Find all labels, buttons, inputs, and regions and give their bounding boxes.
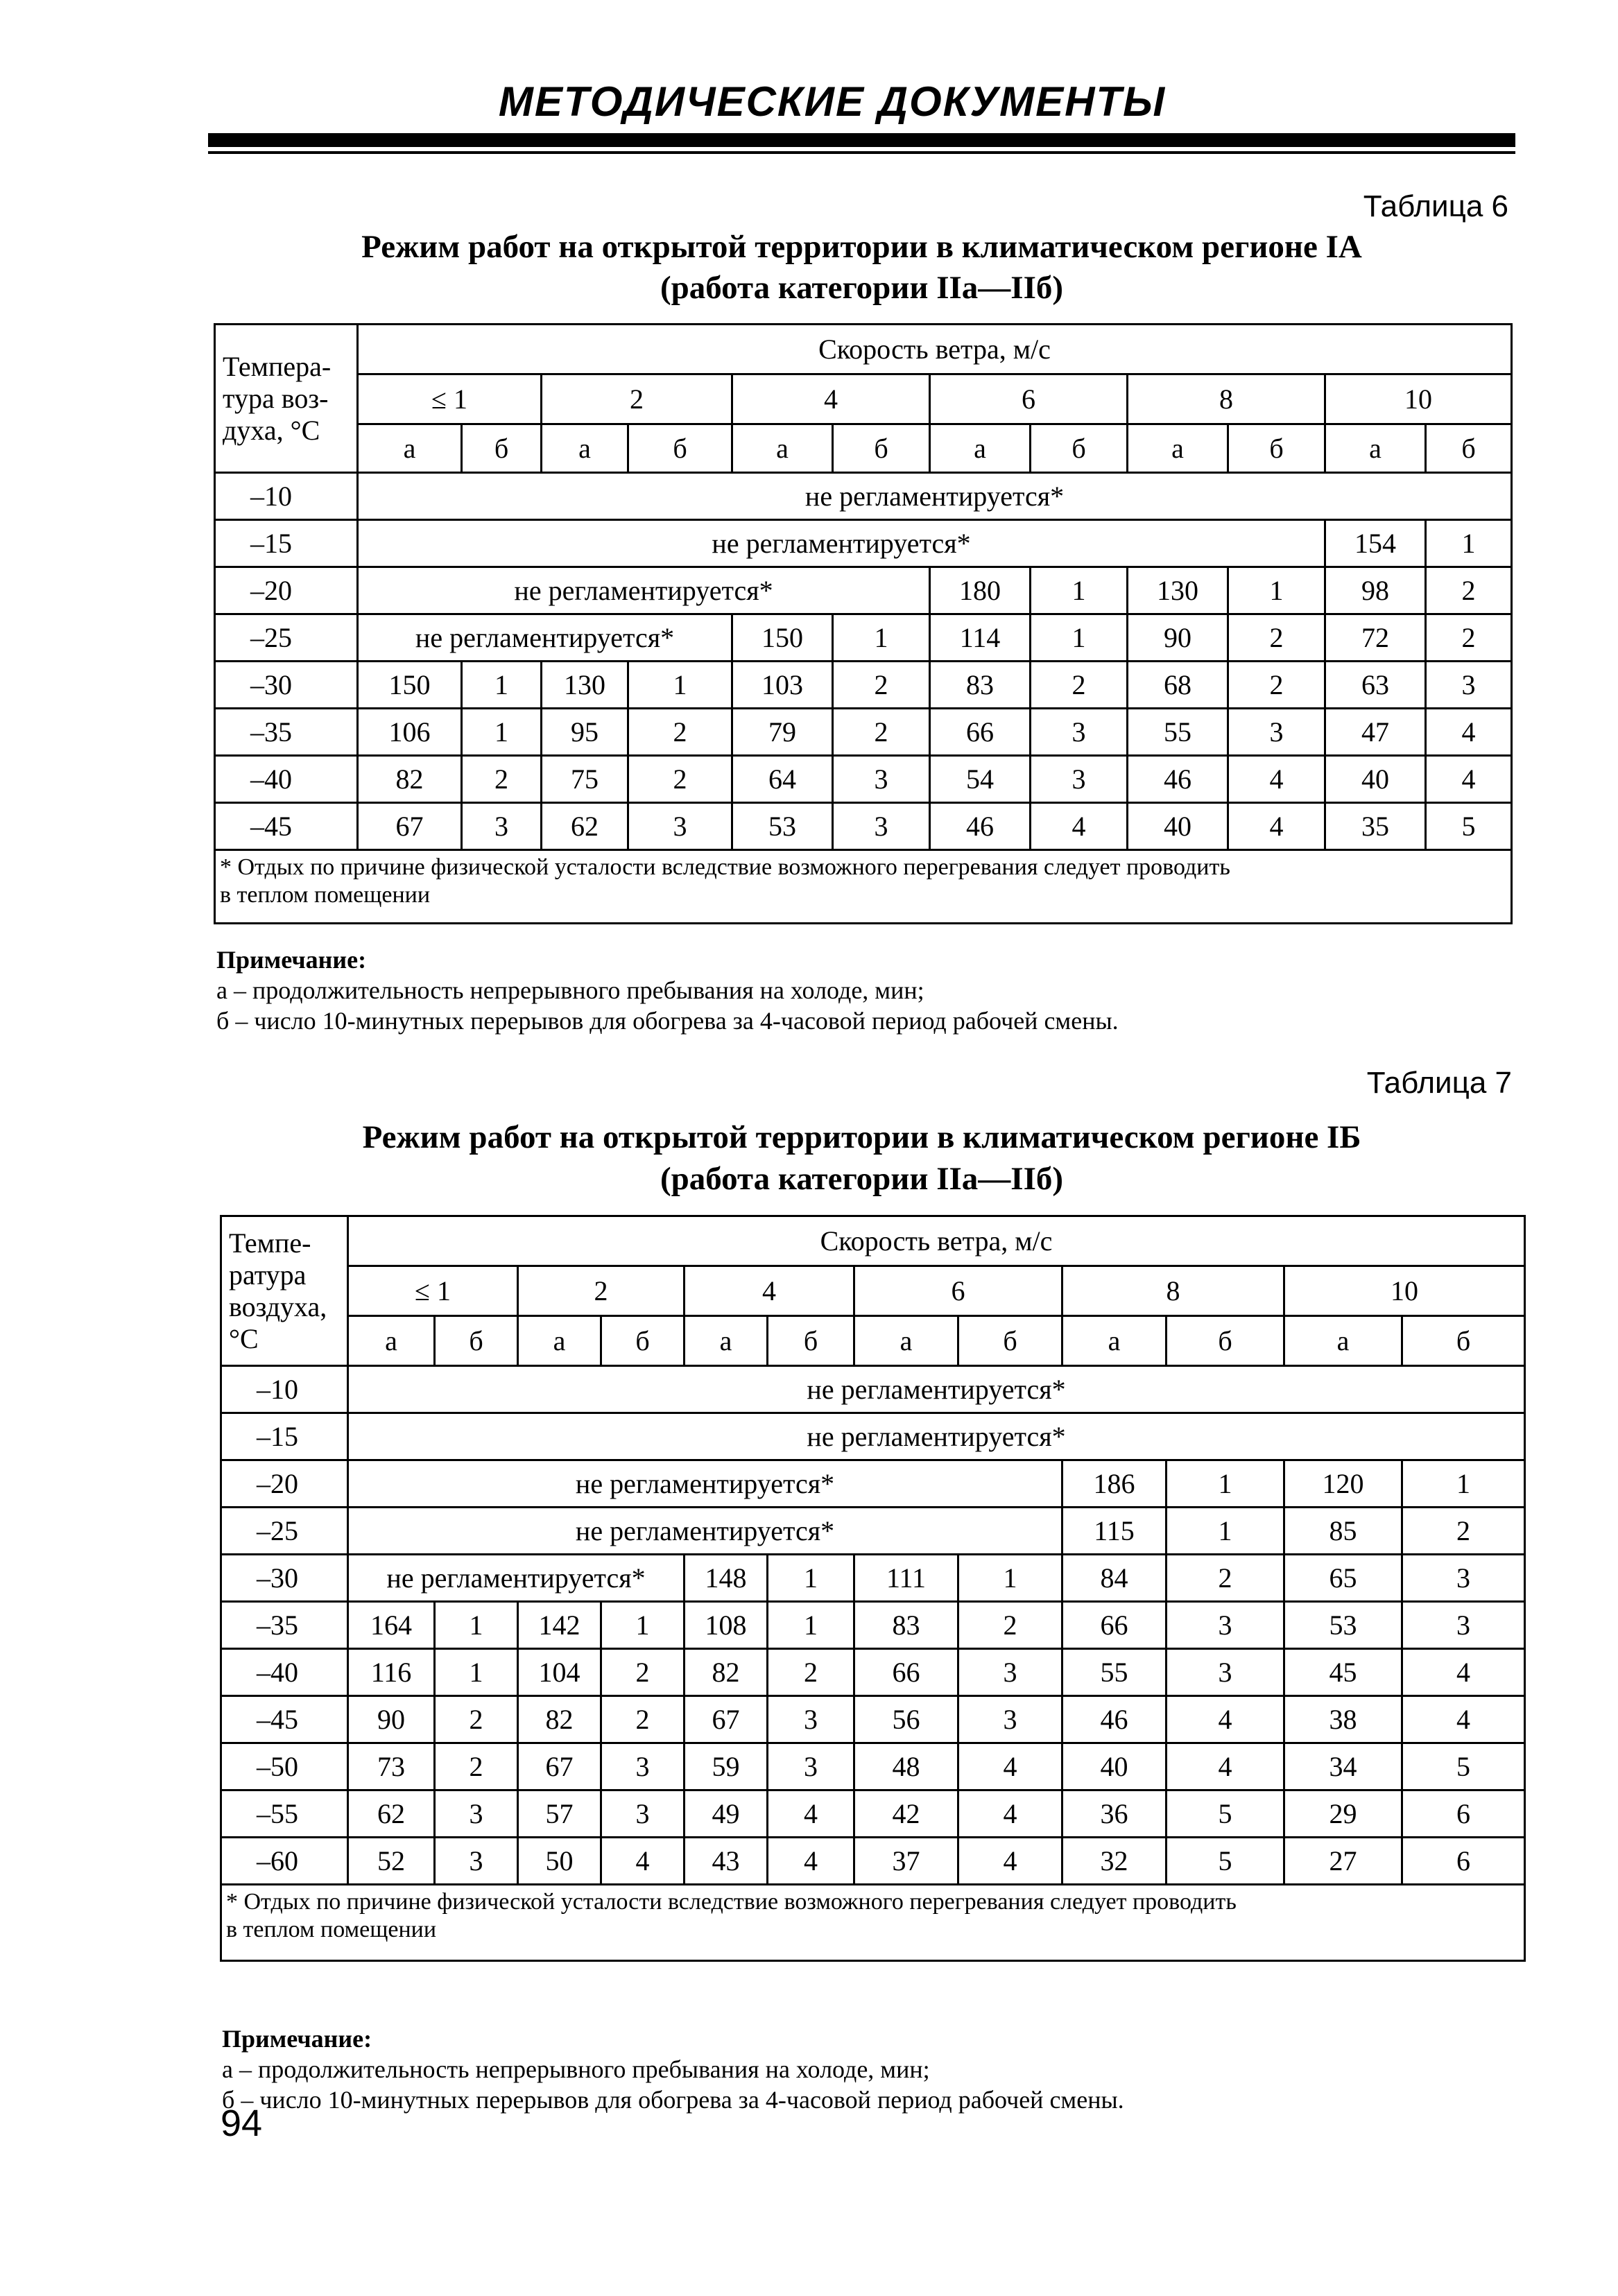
value-cell: 1 (768, 1602, 854, 1649)
value-cell: 3 (833, 803, 930, 850)
not-regulated-cell: не регламентируется* (348, 1555, 685, 1602)
t6-subcolumn-header: а (358, 424, 462, 473)
table7 (220, 1215, 1526, 1962)
t6-subcolumn-header: а (542, 424, 628, 473)
table-row (221, 1555, 1525, 1602)
table-row (215, 662, 1512, 709)
temperature-cell: –45 (215, 803, 358, 850)
table6-footnote (215, 850, 1512, 924)
t6-speed-header: 8 (1128, 374, 1325, 424)
value-cell: 1 (958, 1555, 1062, 1602)
t7-speed-header: ≤ 1 (348, 1266, 518, 1316)
value-cell: 2 (1426, 567, 1512, 614)
temperature-cell: –10 (215, 473, 358, 520)
value-cell: 5 (1167, 1838, 1284, 1885)
table6-temp-header: Темпера-тура воз-духа, °С (215, 325, 358, 473)
temperature-cell: –30 (215, 662, 358, 709)
value-cell: 46 (1128, 756, 1228, 803)
value-cell: 56 (854, 1696, 958, 1743)
table-row (221, 1508, 1525, 1555)
value-cell: 3 (1228, 709, 1325, 756)
not-regulated-cell: не регламентируется* (358, 473, 1512, 520)
table-row (215, 709, 1512, 756)
value-cell: 52 (348, 1838, 435, 1885)
t7-speed-header: 8 (1062, 1266, 1284, 1316)
value-cell: 2 (1228, 662, 1325, 709)
value-cell: 103 (732, 662, 833, 709)
value-cell: 3 (1167, 1602, 1284, 1649)
value-cell: 3 (768, 1696, 854, 1743)
value-cell: 6 (1402, 1790, 1525, 1838)
t6-subcolumn-header: а (930, 424, 1031, 473)
value-cell: 82 (518, 1696, 601, 1743)
value-cell: 4 (958, 1838, 1062, 1885)
value-cell: 3 (1402, 1555, 1525, 1602)
table-row (221, 1460, 1525, 1508)
value-cell: 2 (1402, 1508, 1525, 1555)
t6-subcolumn-header: а (1325, 424, 1426, 473)
t6-speed-header: 10 (1325, 374, 1512, 424)
t7-subcolumn-header: б (768, 1316, 854, 1366)
temperature-cell: –15 (215, 520, 358, 567)
running-header: МЕТОДИЧЕСКИЕ ДОКУМЕНТЫ (498, 78, 1167, 125)
value-cell: 2 (1031, 662, 1128, 709)
table-row (215, 756, 1512, 803)
value-cell: 40 (1325, 756, 1426, 803)
table6-note-head: Примечание: (216, 946, 367, 974)
value-cell: 53 (1284, 1602, 1402, 1649)
value-cell: 3 (435, 1838, 518, 1885)
table-row (221, 1649, 1525, 1696)
t7-speed-header: 4 (685, 1266, 854, 1316)
value-cell: 66 (1062, 1602, 1167, 1649)
value-cell: 2 (768, 1649, 854, 1696)
value-cell: 116 (348, 1649, 435, 1696)
value-cell: 3 (1031, 756, 1128, 803)
value-cell: 46 (930, 803, 1031, 850)
value-cell: 67 (518, 1743, 601, 1790)
value-cell: 1 (1031, 567, 1128, 614)
t6-speed-header: ≤ 1 (358, 374, 542, 424)
value-cell: 82 (358, 756, 462, 803)
value-cell: 72 (1325, 614, 1426, 662)
value-cell: 59 (685, 1743, 768, 1790)
value-cell: 2 (958, 1602, 1062, 1649)
value-cell: 3 (958, 1696, 1062, 1743)
value-cell: 2 (435, 1696, 518, 1743)
value-cell: 66 (854, 1649, 958, 1696)
value-cell: 1 (435, 1649, 518, 1696)
value-cell: 85 (1284, 1508, 1402, 1555)
table-row (215, 803, 1512, 850)
value-cell: 150 (358, 662, 462, 709)
value-cell: 1 (435, 1602, 518, 1649)
table-row (221, 1743, 1525, 1790)
value-cell: 104 (518, 1649, 601, 1696)
value-cell: 2 (833, 662, 930, 709)
value-cell: 130 (542, 662, 628, 709)
table7-footnote-line2: в теплом помещении (226, 1917, 437, 1942)
temperature-cell: –45 (221, 1696, 348, 1743)
t6-subcolumn-header: а (1128, 424, 1228, 473)
value-cell: 1 (768, 1555, 854, 1602)
value-cell: 83 (930, 662, 1031, 709)
t6-subcolumn-header: б (628, 424, 732, 473)
value-cell: 4 (768, 1790, 854, 1838)
table6-note-b: б – число 10-минутных перерывов для обогрева за 4-часовой период рабочей смены. (216, 1007, 1119, 1035)
table-row (221, 1413, 1525, 1460)
table7-title-line1: Режим работ на открытой территории в климатическом регионе IБ (362, 1119, 1361, 1155)
table-row (215, 567, 1512, 614)
value-cell: 67 (358, 803, 462, 850)
table6-note (216, 944, 1119, 1036)
value-cell: 4 (1426, 709, 1512, 756)
value-cell: 4 (958, 1790, 1062, 1838)
table6-note-a: а – продолжительность непрерывного пребывания на холоде, мин; (216, 976, 924, 1004)
value-cell: 106 (358, 709, 462, 756)
table-row (215, 473, 1512, 520)
table-row (221, 1602, 1525, 1649)
temperature-cell: –50 (221, 1743, 348, 1790)
table6-label: Таблица 6 (1363, 189, 1508, 223)
table6-title-line2: (работа категории IIa—IIб) (660, 270, 1064, 306)
value-cell: 130 (1128, 567, 1228, 614)
temperature-cell: –40 (215, 756, 358, 803)
table6-footnote-line1: * Отдых по причине физической усталости вследствие возможного перегревания следует проводить (220, 854, 1230, 880)
value-cell: 114 (930, 614, 1031, 662)
t6-subcolumn-header: а (732, 424, 833, 473)
value-cell: 150 (732, 614, 833, 662)
table7-wind-header: Скорость ветра, м/с (348, 1216, 1525, 1266)
value-cell: 2 (601, 1696, 685, 1743)
value-cell: 32 (1062, 1838, 1167, 1885)
value-cell: 3 (1426, 662, 1512, 709)
temperature-cell: –15 (221, 1413, 348, 1460)
value-cell: 90 (348, 1696, 435, 1743)
value-cell: 4 (1402, 1649, 1525, 1696)
t7-subcolumn-header: б (1167, 1316, 1284, 1366)
table7-footnote (221, 1885, 1525, 1961)
not-regulated-cell: не регламентируется* (348, 1508, 1062, 1555)
value-cell: 5 (1426, 803, 1512, 850)
t7-subcolumn-header: б (958, 1316, 1062, 1366)
value-cell: 46 (1062, 1696, 1167, 1743)
value-cell: 1 (1167, 1508, 1284, 1555)
t7-subcolumn-header: б (601, 1316, 685, 1366)
t6-speed-header: 2 (542, 374, 732, 424)
value-cell: 90 (1128, 614, 1228, 662)
table7-note-a: а – продолжительность непрерывного пребывания на холоде, мин; (222, 2055, 930, 2083)
value-cell: 37 (854, 1838, 958, 1885)
value-cell: 42 (854, 1790, 958, 1838)
value-cell: 2 (1167, 1555, 1284, 1602)
value-cell: 2 (435, 1743, 518, 1790)
not-regulated-cell: не регламентируется* (358, 520, 1325, 567)
value-cell: 62 (348, 1790, 435, 1838)
table7-note (222, 2023, 1124, 2115)
value-cell: 83 (854, 1602, 958, 1649)
table7-temp-header: Темпе-ратура воздуха, °С (221, 1216, 348, 1366)
value-cell: 2 (833, 709, 930, 756)
value-cell: 49 (685, 1790, 768, 1838)
value-cell: 40 (1128, 803, 1228, 850)
value-cell: 108 (685, 1602, 768, 1649)
page-number: 94 (221, 2103, 263, 2144)
value-cell: 164 (348, 1602, 435, 1649)
value-cell: 4 (1228, 756, 1325, 803)
value-cell: 47 (1325, 709, 1426, 756)
t6-subcolumn-header: б (1228, 424, 1325, 473)
value-cell: 3 (628, 803, 732, 850)
temperature-cell: –20 (221, 1460, 348, 1508)
value-cell: 57 (518, 1790, 601, 1838)
value-cell: 34 (1284, 1743, 1402, 1790)
value-cell: 186 (1062, 1460, 1167, 1508)
value-cell: 63 (1325, 662, 1426, 709)
value-cell: 1 (1402, 1460, 1525, 1508)
temperature-cell: –25 (221, 1508, 348, 1555)
value-cell: 1 (1167, 1460, 1284, 1508)
t7-subcolumn-header: а (854, 1316, 958, 1366)
value-cell: 3 (768, 1743, 854, 1790)
t6-subcolumn-header: б (1031, 424, 1128, 473)
value-cell: 3 (833, 756, 930, 803)
table6-wind-header: Скорость ветра, м/с (358, 325, 1512, 374)
temperature-cell: –10 (221, 1366, 348, 1413)
value-cell: 3 (601, 1790, 685, 1838)
header-rule-thin (208, 151, 1515, 154)
value-cell: 5 (1402, 1743, 1525, 1790)
temperature-cell: –30 (221, 1555, 348, 1602)
value-cell: 62 (542, 803, 628, 850)
t7-speed-header: 6 (854, 1266, 1062, 1316)
value-cell: 43 (685, 1838, 768, 1885)
table-row (221, 1696, 1525, 1743)
value-cell: 1 (462, 662, 542, 709)
value-cell: 82 (685, 1649, 768, 1696)
value-cell: 2 (601, 1649, 685, 1696)
temperature-cell: –40 (221, 1649, 348, 1696)
value-cell: 180 (930, 567, 1031, 614)
not-regulated-cell: не регламентируется* (358, 614, 732, 662)
table6 (214, 323, 1513, 924)
table6-title-line1: Режим работ на открытой территории в климатическом регионе IA (361, 229, 1362, 265)
value-cell: 67 (685, 1696, 768, 1743)
value-cell: 142 (518, 1602, 601, 1649)
not-regulated-cell: не регламентируется* (348, 1366, 1525, 1413)
t7-subcolumn-header: а (1284, 1316, 1402, 1366)
t6-subcolumn-header: б (833, 424, 930, 473)
t7-speed-header: 10 (1284, 1266, 1525, 1316)
value-cell: 4 (958, 1743, 1062, 1790)
value-cell: 1 (462, 709, 542, 756)
value-cell: 4 (1426, 756, 1512, 803)
value-cell: 1 (628, 662, 732, 709)
value-cell: 3 (435, 1790, 518, 1838)
value-cell: 3 (958, 1649, 1062, 1696)
temperature-cell: –55 (221, 1790, 348, 1838)
value-cell: 6 (1402, 1838, 1525, 1885)
t6-speed-header: 4 (732, 374, 930, 424)
value-cell: 4 (601, 1838, 685, 1885)
value-cell: 3 (1031, 709, 1128, 756)
value-cell: 2 (462, 756, 542, 803)
value-cell: 1 (1228, 567, 1325, 614)
value-cell: 3 (1402, 1602, 1525, 1649)
value-cell: 1 (1031, 614, 1128, 662)
value-cell: 1 (1426, 520, 1512, 567)
value-cell: 4 (1402, 1696, 1525, 1743)
t6-subcolumn-header: б (1426, 424, 1512, 473)
table-row (215, 614, 1512, 662)
value-cell: 73 (348, 1743, 435, 1790)
table-row (215, 520, 1512, 567)
value-cell: 64 (732, 756, 833, 803)
value-cell: 2 (628, 709, 732, 756)
value-cell: 95 (542, 709, 628, 756)
value-cell: 154 (1325, 520, 1426, 567)
value-cell: 27 (1284, 1838, 1402, 1885)
value-cell: 4 (1031, 803, 1128, 850)
t7-subcolumn-header: а (1062, 1316, 1167, 1366)
value-cell: 4 (1167, 1743, 1284, 1790)
value-cell: 1 (833, 614, 930, 662)
not-regulated-cell: не регламентируется* (348, 1460, 1062, 1508)
table6-footnote-line2: в теплом помещении (220, 882, 431, 908)
value-cell: 2 (1426, 614, 1512, 662)
value-cell: 1 (601, 1602, 685, 1649)
value-cell: 120 (1284, 1460, 1402, 1508)
value-cell: 35 (1325, 803, 1426, 850)
temperature-cell: –60 (221, 1838, 348, 1885)
temperature-cell: –25 (215, 614, 358, 662)
t7-subcolumn-header: а (518, 1316, 601, 1366)
value-cell: 5 (1167, 1790, 1284, 1838)
value-cell: 98 (1325, 567, 1426, 614)
value-cell: 79 (732, 709, 833, 756)
t6-speed-header: 6 (930, 374, 1128, 424)
table7-footnote-line1: * Отдых по причине физической усталости вследствие возможного перегревания следует проводить (226, 1889, 1237, 1915)
value-cell: 75 (542, 756, 628, 803)
t6-subcolumn-header: б (462, 424, 542, 473)
value-cell: 2 (628, 756, 732, 803)
t7-speed-header: 2 (518, 1266, 685, 1316)
table7-note-b: б – число 10-минутных перерывов для обогрева за 4-часовой период рабочей смены. (222, 2086, 1124, 2114)
value-cell: 53 (732, 803, 833, 850)
t7-subcolumn-header: б (435, 1316, 518, 1366)
value-cell: 36 (1062, 1790, 1167, 1838)
temperature-cell: –20 (215, 567, 358, 614)
value-cell: 55 (1128, 709, 1228, 756)
not-regulated-cell: не регламентируется* (348, 1413, 1525, 1460)
value-cell: 3 (601, 1743, 685, 1790)
temperature-cell: –35 (221, 1602, 348, 1649)
value-cell: 68 (1128, 662, 1228, 709)
value-cell: 84 (1062, 1555, 1167, 1602)
header-rule-thick (208, 133, 1515, 147)
value-cell: 3 (462, 803, 542, 850)
value-cell: 4 (1228, 803, 1325, 850)
value-cell: 29 (1284, 1790, 1402, 1838)
value-cell: 55 (1062, 1649, 1167, 1696)
value-cell: 40 (1062, 1743, 1167, 1790)
value-cell: 148 (685, 1555, 768, 1602)
value-cell: 45 (1284, 1649, 1402, 1696)
temperature-cell: –35 (215, 709, 358, 756)
value-cell: 48 (854, 1743, 958, 1790)
value-cell: 2 (1228, 614, 1325, 662)
value-cell: 4 (1167, 1696, 1284, 1743)
table-row (221, 1838, 1525, 1885)
not-regulated-cell: не регламентируется* (358, 567, 930, 614)
value-cell: 50 (518, 1838, 601, 1885)
value-cell: 115 (1062, 1508, 1167, 1555)
value-cell: 65 (1284, 1555, 1402, 1602)
value-cell: 4 (768, 1838, 854, 1885)
table-row (221, 1366, 1525, 1413)
table-row (221, 1790, 1525, 1838)
value-cell: 54 (930, 756, 1031, 803)
t7-subcolumn-header: а (685, 1316, 768, 1366)
value-cell: 3 (1167, 1649, 1284, 1696)
table7-title-line2: (работа категории IIa—IIб) (660, 1161, 1064, 1197)
table7-note-head: Примечание: (222, 2025, 372, 2053)
t7-subcolumn-header: б (1402, 1316, 1525, 1366)
value-cell: 66 (930, 709, 1031, 756)
value-cell: 111 (854, 1555, 958, 1602)
table7-label: Таблица 7 (1366, 1066, 1512, 1100)
t7-subcolumn-header: а (348, 1316, 435, 1366)
value-cell: 38 (1284, 1696, 1402, 1743)
